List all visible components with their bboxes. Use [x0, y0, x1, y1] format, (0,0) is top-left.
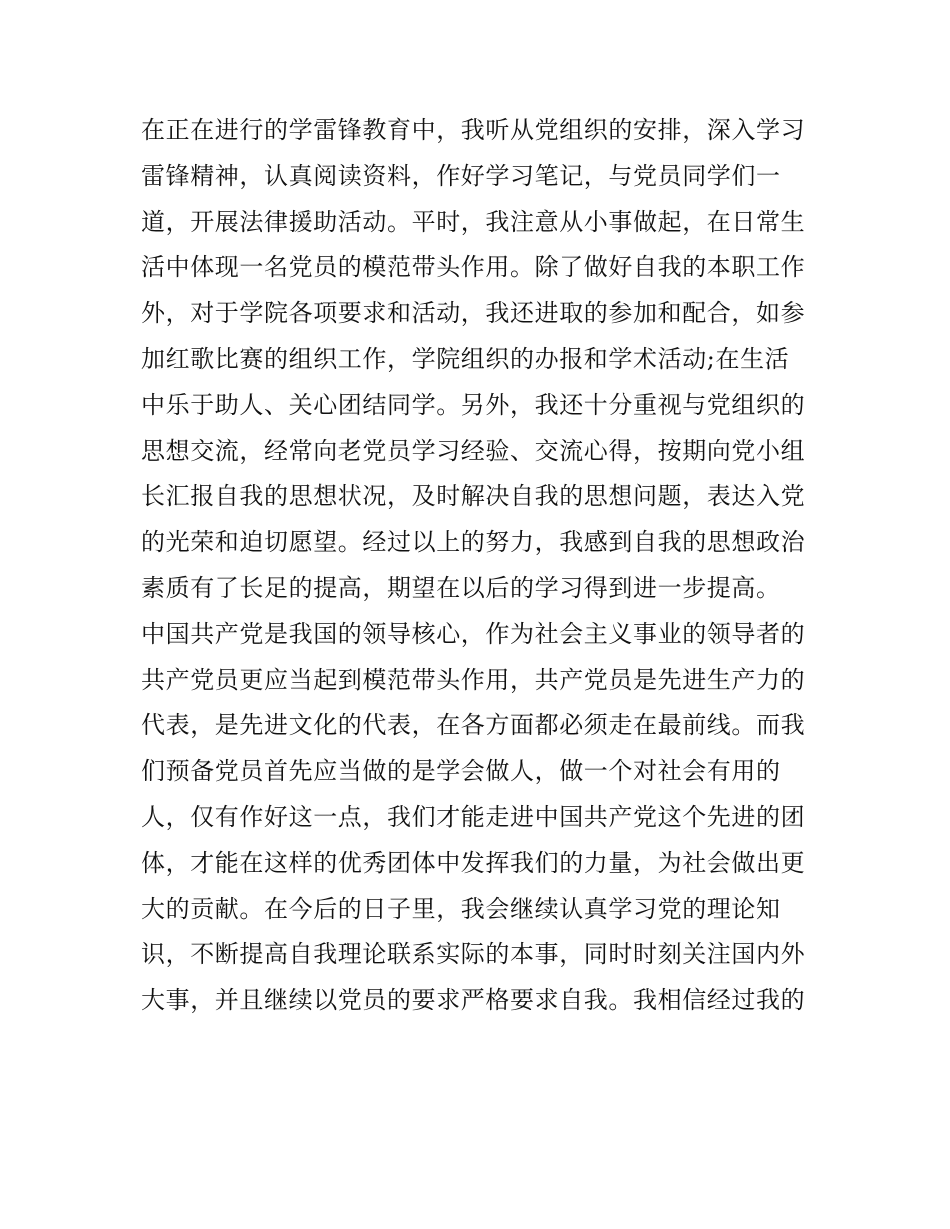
text-line: 在正在进行的学雷锋教育中，我听从党组织的安排，深入学习 [141, 116, 806, 144]
text-line: 共产党员更应当起到模范带头作用，共产党员是先进生产力的 [141, 665, 806, 694]
text-line: 思想交流，经常向老党员学习经验、交流心得，按期向党小组 [141, 436, 806, 465]
text-line: 们预备党员首先应当做的是学会做人，做一个对社会有用的 [141, 757, 781, 786]
document-body-text [141, 108, 821, 1024]
text-line: 活中体现一名党员的模范带头作用。除了做好自我的本职工作 [141, 253, 806, 282]
text-line: 长汇报自我的思想状况，及时解决自我的思想问题，表达入党 [141, 482, 806, 511]
text-line: 大的贡献。在今后的日子里，我会继续认真学习党的理论知 [141, 894, 781, 923]
text-line: 体，才能在这样的优秀团体中发挥我们的力量，为社会做出更 [141, 848, 806, 877]
text-line: 素质有了长足的提高，期望在以后的学习得到进一步提高。 [141, 573, 781, 602]
text-line: 雷锋精神，认真阅读资料，作好学习笔记，与党员同学们一 [141, 161, 781, 190]
text-line: 中国共产党是我国的领导核心，作为社会主义事业的领导者的 [141, 619, 806, 648]
text-line: 加红歌比赛的组织工作，学院组织的办报和学术活动;在生活 [141, 344, 790, 373]
text-line: 识，不断提高自我理论联系实际的本事，同时时刻关注国内外 [141, 940, 806, 969]
text-line: 代表，是先进文化的代表，在各方面都必须走在最前线。而我 [141, 711, 806, 740]
text-line: 中乐于助人、关心团结同学。另外，我还十分重视与党组织的 [141, 390, 806, 419]
text-line: 人，仅有作好这一点，我们才能走进中国共产党这个先进的团 [141, 802, 806, 831]
text-line: 道，开展法律援助活动。平时，我注意从小事做起，在日常生 [141, 207, 806, 236]
text-line: 的光荣和迫切愿望。经过以上的努力，我感到自我的思想政治 [141, 528, 806, 557]
text-line: 大事，并且继续以党员的要求严格要求自我。我相信经过我的 [141, 986, 806, 1015]
text-line: 外，对于学院各项要求和活动，我还进取的参加和配合，如参 [141, 299, 806, 328]
